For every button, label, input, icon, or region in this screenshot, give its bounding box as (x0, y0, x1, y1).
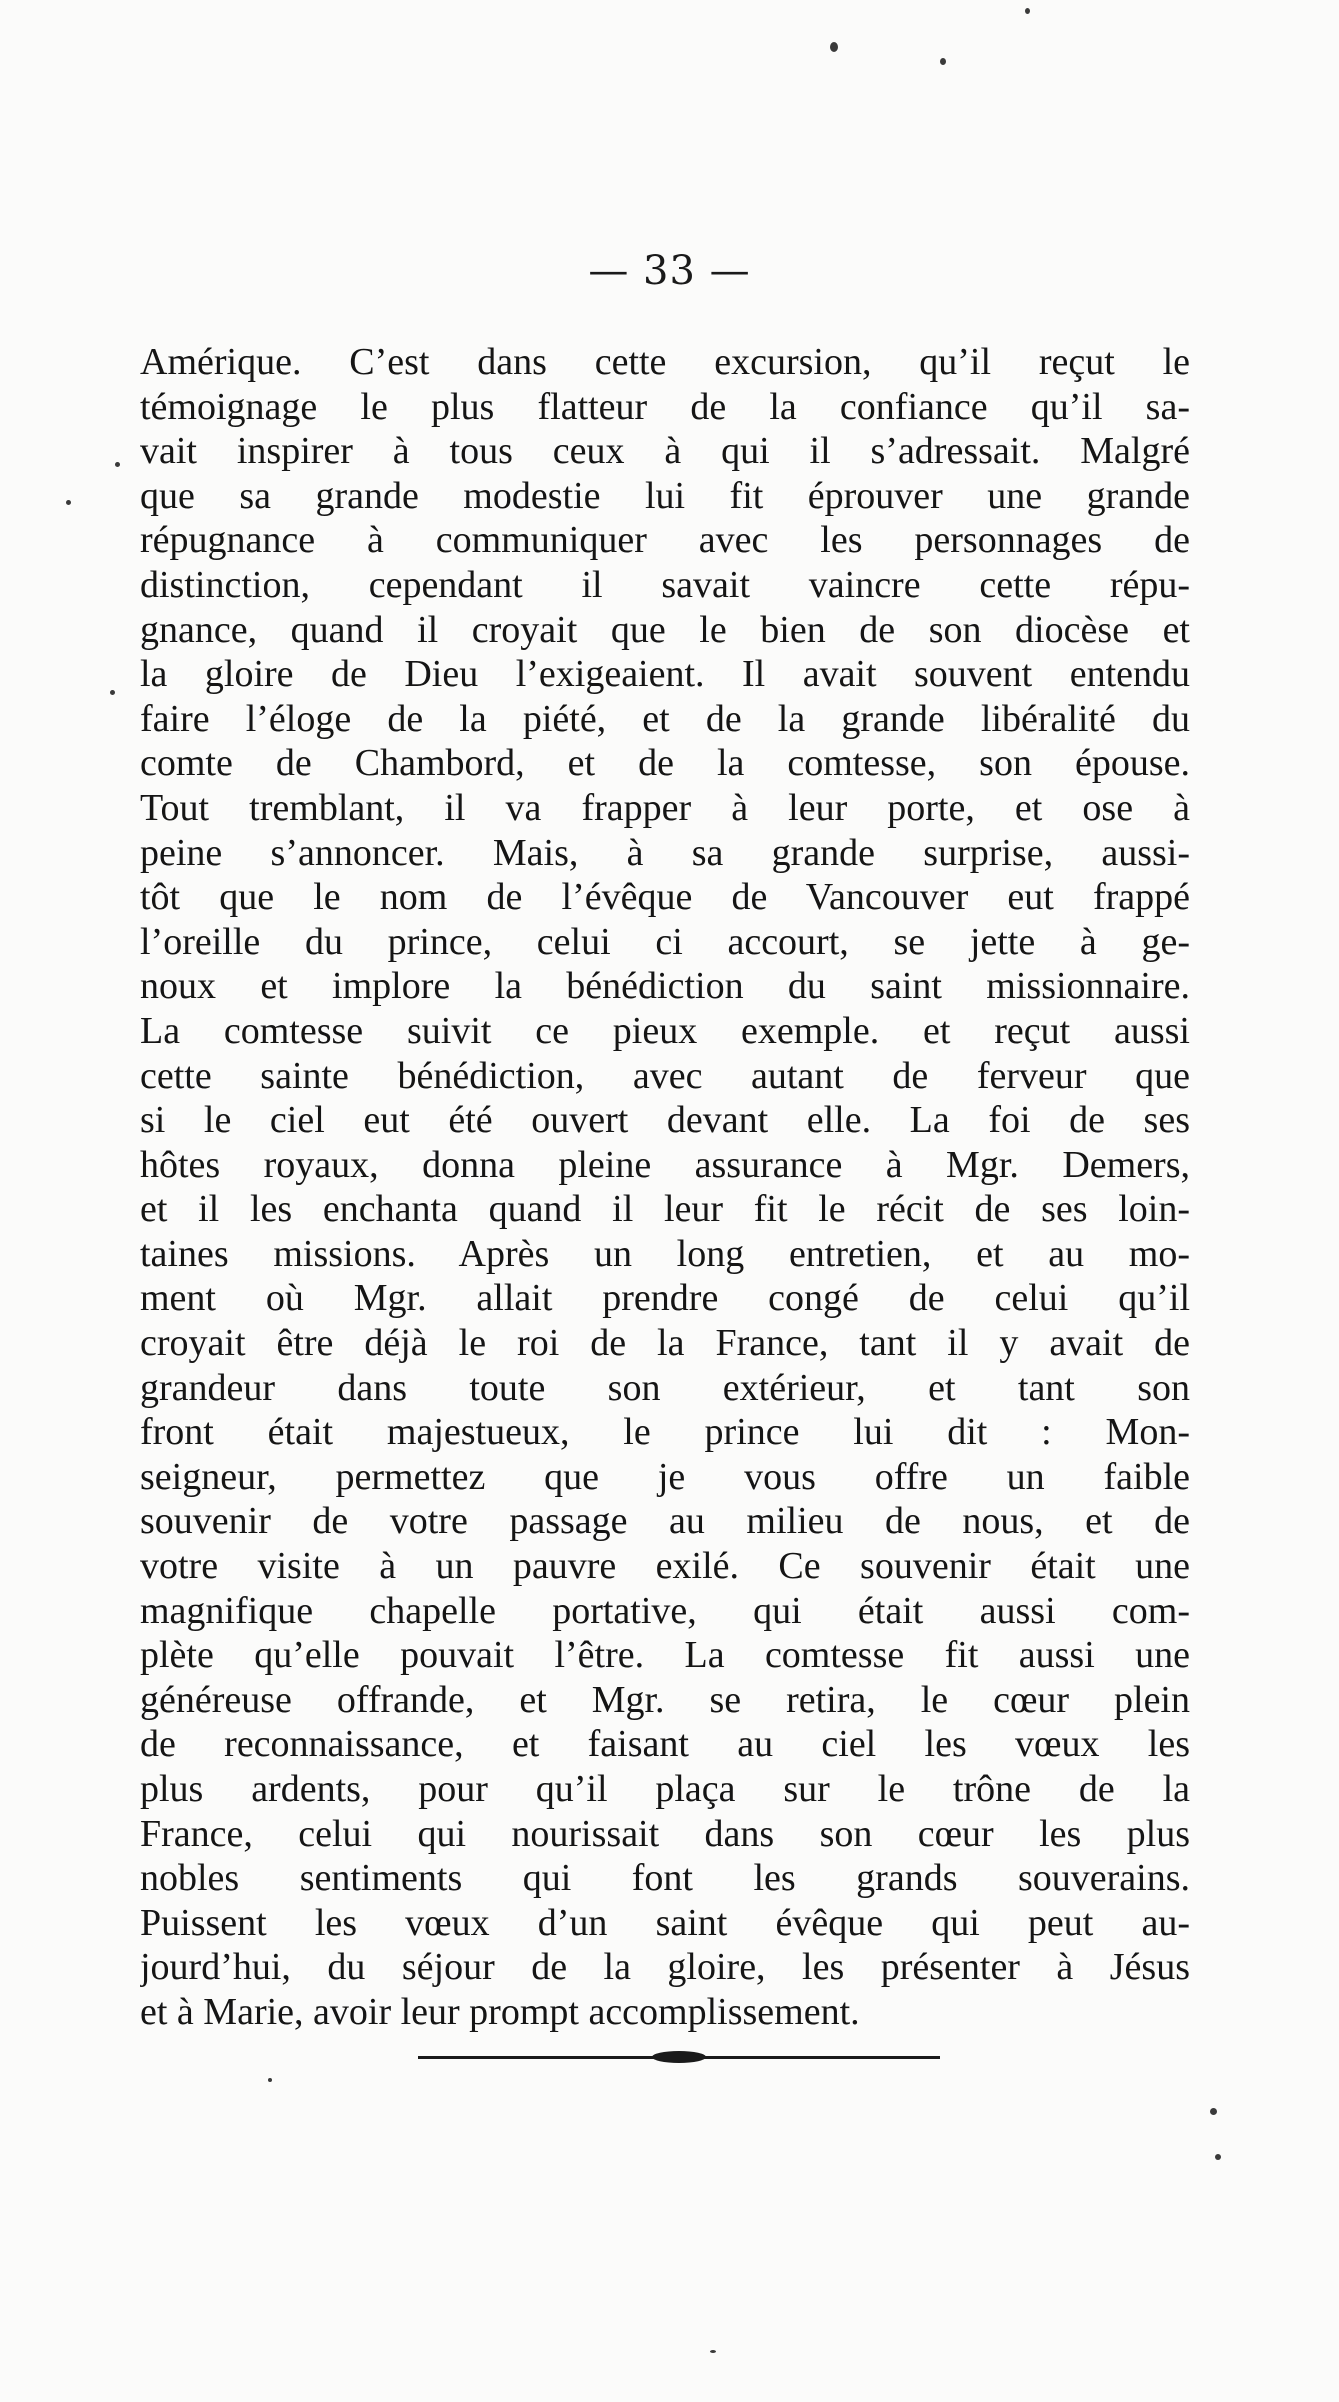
text-line: grandeur dans toute son extérieur, et tant son (140, 1366, 1190, 1409)
scan-speck (1025, 8, 1030, 14)
text-line: peine s’annoncer. Mais, à sa grande surprise, aussi- (140, 831, 1190, 874)
text-line: et il les enchanta quand il leur fit le récit de ses loin- (140, 1188, 1190, 1231)
text-line: hôtes royaux, donna pleine assurance à Mgr. Demers, (140, 1143, 1190, 1186)
text-line: vait inspirer à tous ceux à qui il s’adressait. Malgré (140, 430, 1190, 473)
text-line: noux et implore la bénédiction du saint missionnaire. (140, 965, 1190, 1008)
text-line: France, celui qui nourissait dans son cœur les plus (140, 1812, 1190, 1855)
text-line: Puissent les vœux d’un saint évêque qui peut au- (140, 1901, 1190, 1944)
text-line: de reconnaissance, et faisant au ciel les vœux les (140, 1723, 1190, 1766)
text-line: généreuse offrande, et Mgr. se retira, le cœur plein (140, 1678, 1190, 1721)
scan-speck (268, 2078, 272, 2082)
text-line: magnifique chapelle portative, qui était aussi com- (140, 1589, 1190, 1632)
text-line: La comtesse suivit ce pieux exemple. et reçut aussi (140, 1009, 1190, 1052)
scan-speck (66, 500, 71, 505)
end-divider-ornament (652, 2051, 706, 2063)
text-line: l’oreille du prince, celui ci accourt, se jette à ge- (140, 920, 1190, 963)
text-line: et à Marie, avoir leur prompt accomplissement. (140, 1990, 860, 2033)
text-line: comte de Chambord, et de la comtesse, son épouse. (140, 742, 1190, 785)
text-line: plus ardents, pour qu’il plaça sur le trône de la (140, 1768, 1190, 1810)
text-line: gnance, quand il croyait que le bien de son diocèse et (140, 608, 1190, 651)
scan-speck (710, 2350, 716, 2353)
text-line: faire l’éloge de la piété, et de la grande libéralité du (140, 697, 1190, 740)
scan-speck (1215, 2154, 1221, 2160)
page-number: — 33 — (588, 248, 751, 294)
text-line: souvenir de votre passage au milieu de nous, et de (140, 1500, 1190, 1543)
text-line: la gloire de Dieu l’exigeaient. Il avait souvent entendu (140, 653, 1190, 696)
text-line: Amérique. C’est dans cette excursion, qu’il reçut le (140, 341, 1190, 383)
text-line: plète qu’elle pouvait l’être. La comtesse fit aussi une (140, 1634, 1190, 1677)
body-text (140, 340, 1190, 2035)
text-line: cette sainte bénédiction, avec autant de ferveur que (140, 1054, 1190, 1097)
text-line: distinction, cependant il savait vaincre cette répu- (140, 563, 1190, 606)
text-line: jourd’hui, du séjour de la gloire, les présenter à Jésus (140, 1946, 1190, 1989)
scan-speck (115, 462, 120, 467)
text-line: Tout tremblant, il va frapper à leur porte, et ose à (140, 786, 1190, 829)
text-line: tôt que le nom de l’évêque de Vancouver eut frappé (140, 876, 1190, 919)
scan-speck (830, 42, 838, 52)
text-line: répugnance à communiquer avec les personnages de (140, 519, 1190, 562)
scan-speck (110, 690, 115, 695)
text-line: ment où Mgr. allait prendre congé de celui qu’il (140, 1277, 1190, 1320)
text-line: témoignage le plus flatteur de la confiance qu’il sa- (140, 385, 1190, 428)
scan-speck (940, 58, 946, 65)
text-line: que sa grande modestie lui fit éprouver une grande (140, 474, 1190, 517)
text-line: votre visite à un pauvre exilé. Ce souvenir était une (140, 1545, 1190, 1588)
text-line: front était majestueux, le prince lui dit : Mon- (140, 1411, 1190, 1454)
text-line: taines missions. Après un long entretien, et au mo- (140, 1232, 1190, 1275)
text-line: seigneur, permettez que je vous offre un faible (140, 1455, 1190, 1498)
scan-speck (1210, 2108, 1217, 2115)
text-line: croyait être déjà le roi de la France, tant il y avait de (140, 1322, 1190, 1365)
text-line: si le ciel eut été ouvert devant elle. La foi de ses (140, 1099, 1190, 1142)
text-line: nobles sentiments qui font les grands souverains. (140, 1857, 1190, 1900)
